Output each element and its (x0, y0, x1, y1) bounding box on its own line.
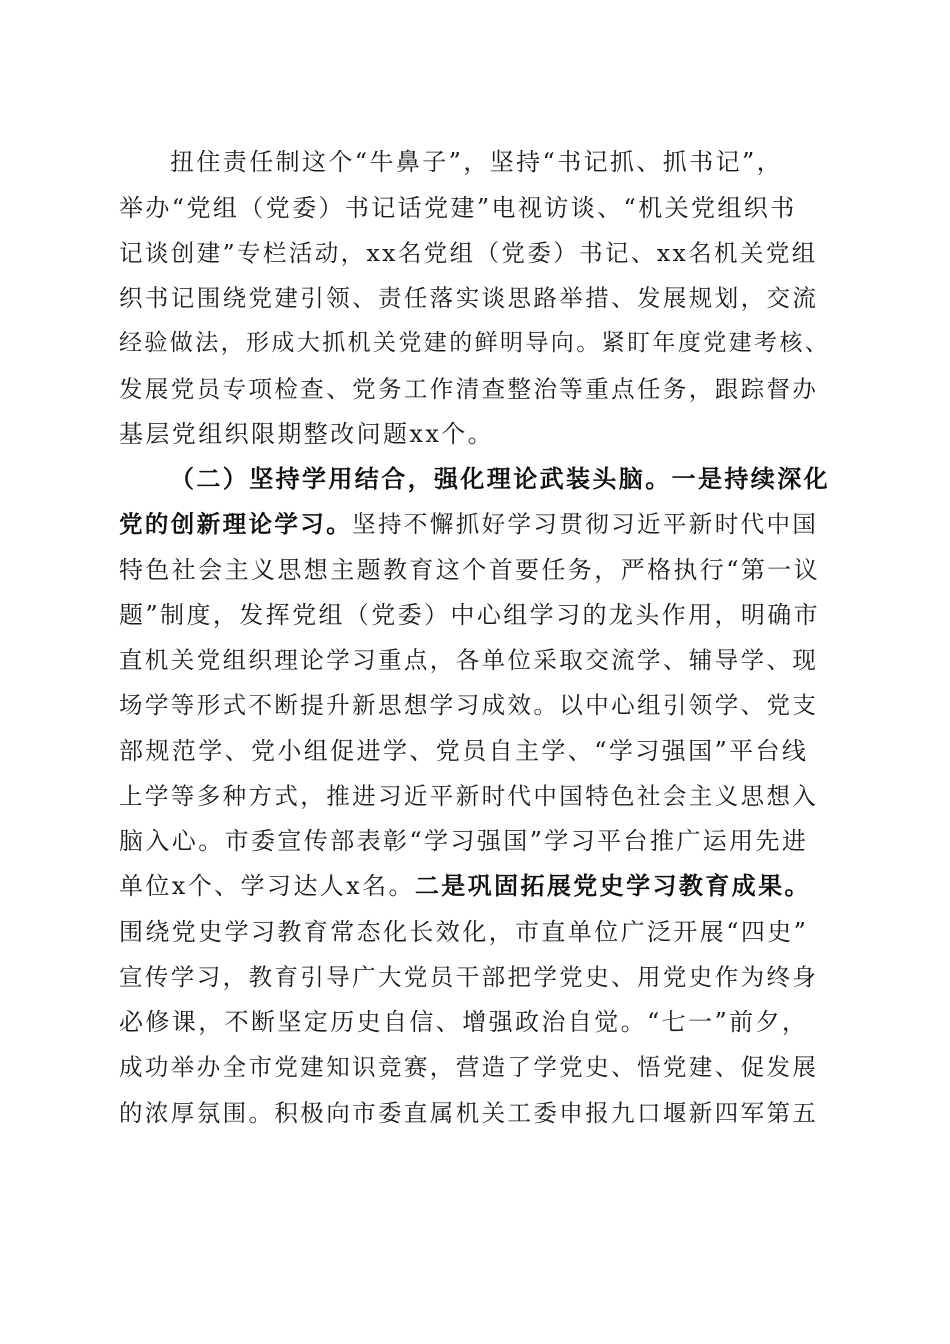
paragraph-line: 成功举办全市党建知识竞赛，营造了学党史、悟党建、促发展 (119, 1053, 819, 1081)
paragraph-line: 党的创新理论学习。坚持不懈抓好学习贯彻习近平新时代中国 (119, 510, 819, 538)
paragraph-line: 基层党组织限期整改问题xx个。 (119, 420, 495, 448)
paragraph-line: 上学等多种方式，推进习近平新时代中国特色社会主义思想入 (119, 782, 819, 810)
paragraph-line: 宣传学习，教育引导广大党员干部把学党史、用党史作为终身 (119, 963, 819, 991)
paragraph-line: 场学等形式不断提升新思想学习成效。以中心组引领学、党支 (119, 691, 819, 719)
paragraph-line: 特色社会主义思想主题教育这个首要任务，严格执行“第一议 (119, 556, 821, 584)
paragraph-line: 织书记围绕党建引领、责任落实谈思路举措、发展规划，交流 (119, 284, 819, 312)
paragraph-line: 部规范学、党小组促进学、党员自主学、“学习强国”平台线 (119, 737, 809, 765)
paragraph-line: 记谈创建”专栏活动，xx名党组（党委）书记、xx名机关党组 (119, 239, 818, 267)
section-heading-line: （二）坚持学用结合，强化理论武装头脑。一是持续深化 (170, 465, 830, 493)
paragraph-line: 单位x个、学习达人x名。二是巩固拓展党史学习教育成果。 (119, 872, 811, 900)
paragraph-line: 发展党员专项检查、党务工作清查整治等重点任务，跟踪督办 (119, 375, 819, 403)
paragraph-line: 必修课，不断坚定历史自信、增强政治自觉。“七一”前夕， (119, 1008, 809, 1036)
paragraph-line: 扭住责任制这个“牛鼻子”，坚持“书记抓、抓书记”， (170, 148, 784, 176)
paragraph-line: 直机关党组织理论学习重点，各单位采取交流学、辅导学、现 (119, 646, 819, 674)
paragraph-line: 脑入心。市委宣传部表彰“学习强国”学习平台推广运用先进 (119, 827, 809, 855)
paragraph-line: 经验做法，形成大抓机关党建的鲜明导向。紧盯年度党建考核、 (119, 330, 831, 356)
paragraph-line: 举办“党组（党委）书记话党建”电视访谈、“机关党组织书 (119, 194, 797, 222)
paragraph-line: 围绕党史学习教育常态化长效化，市直单位广泛开展“四史” (119, 918, 809, 946)
paragraph-line: 的浓厚氛围。积极向市委直属机关工委申报九口堰新四军第五 (119, 1099, 819, 1127)
paragraph-line: 题”制度，发挥党组（党委）中心组学习的龙头作用，明确市 (119, 601, 821, 629)
